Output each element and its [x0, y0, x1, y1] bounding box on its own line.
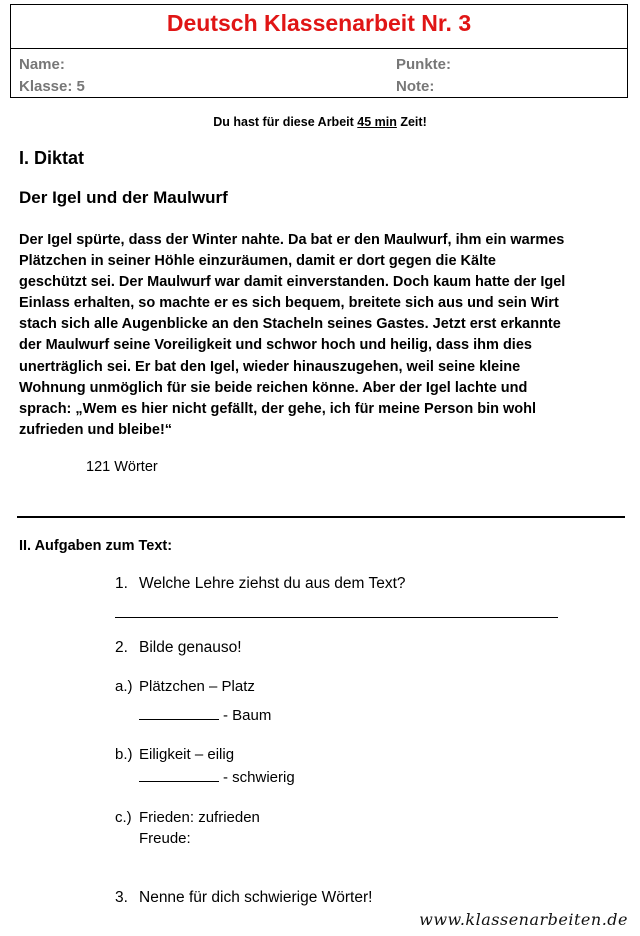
question-number: 1.	[115, 575, 128, 592]
task-label: a.)	[115, 678, 133, 695]
class-label: Klasse: 5	[19, 78, 85, 95]
story-line: unerträglich sei. Er bat den Igel, wieder hinauszugehen, weil seine kleine	[19, 358, 521, 375]
story-title: Der Igel und der Maulwurf	[19, 188, 228, 207]
footer-website: www.klassenarbeiten.de	[419, 910, 628, 929]
title-row	[11, 5, 627, 49]
time-note-suffix: Zeit!	[396, 115, 427, 129]
task-text: Plätzchen – Platz	[139, 678, 255, 695]
task-a-answer	[139, 705, 271, 724]
question-1	[0, 575, 640, 595]
header-box	[10, 4, 628, 98]
task-c	[0, 809, 640, 829]
points-label: Punkte:	[396, 56, 452, 73]
question-text: Welche Lehre ziehst du aus dem Text?	[139, 575, 406, 592]
section-divider	[17, 516, 625, 518]
word-count: 121 Wörter	[86, 459, 158, 475]
time-note-prefix: Du hast für diese Arbeit	[213, 115, 358, 129]
story-line: zufrieden und bleibe!“	[19, 421, 173, 438]
task-b	[0, 746, 640, 766]
task-a	[0, 678, 640, 698]
story-text	[19, 230, 629, 441]
story-line: Der Igel spürte, dass der Winter nahte. Da bat er den Maulwurf, ihm ein warmes	[19, 232, 565, 248]
time-note	[0, 115, 640, 129]
question-number: 3.	[115, 889, 128, 906]
section-heading-diktat: I. Diktat	[19, 148, 85, 168]
question-number: 2.	[115, 639, 128, 656]
question-3	[0, 889, 640, 909]
name-label: Name:	[19, 56, 65, 73]
task-text: Frieden: zufrieden	[139, 809, 260, 826]
story-line: geschützt sei. Der Maulwurf war damit einverstanden. Doch kaum hatte der Igel	[19, 274, 566, 291]
answer-line[interactable]	[115, 617, 558, 618]
story-line: sprach: „Wem es hier nicht gefällt, der gehe, ich für meine Person bin wohl	[19, 400, 537, 417]
question-text: Bilde genauso!	[139, 639, 242, 656]
page-title: Deutsch Klassenarbeit Nr. 3	[166, 10, 472, 36]
question-text: Nenne für dich schwierige Wörter!	[139, 889, 373, 906]
answer-blank[interactable]	[139, 705, 219, 720]
answer-hint: - Baum	[223, 707, 272, 724]
time-value: 45 min	[357, 115, 397, 129]
grade-label: Note:	[396, 78, 435, 95]
task-label: b.)	[115, 746, 133, 763]
task-b-answer	[139, 767, 295, 786]
story-line: Wohnung unmöglich für sie beide reichen könne. Aber der Igel lachte und	[19, 379, 528, 396]
task-text: Eiligkeit – eilig	[139, 746, 235, 763]
answer-blank[interactable]	[139, 767, 219, 782]
story-line: der Maulwurf seine Voreiligkeit und schwor hoch und heilig, dass ihm dies	[19, 337, 532, 354]
story-line: Einlass erhalten, so machte er es sich bequem, breitete sich aus und sein Wirt	[19, 295, 559, 312]
answer-hint: - schwierig	[223, 769, 295, 786]
task-label: c.)	[115, 809, 132, 826]
task-c-line2: Freude:	[139, 830, 191, 847]
story-line: Plätzchen in seiner Höhle einzuräumen, damit er dort gegen die Kälte	[19, 253, 496, 270]
question-2	[0, 639, 640, 659]
story-line: stach sich alle Augenblicke an den Stacheln seines Gastes. Jetzt erst erkannte	[19, 316, 561, 333]
section-heading-aufgaben: II. Aufgaben zum Text:	[19, 538, 173, 554]
